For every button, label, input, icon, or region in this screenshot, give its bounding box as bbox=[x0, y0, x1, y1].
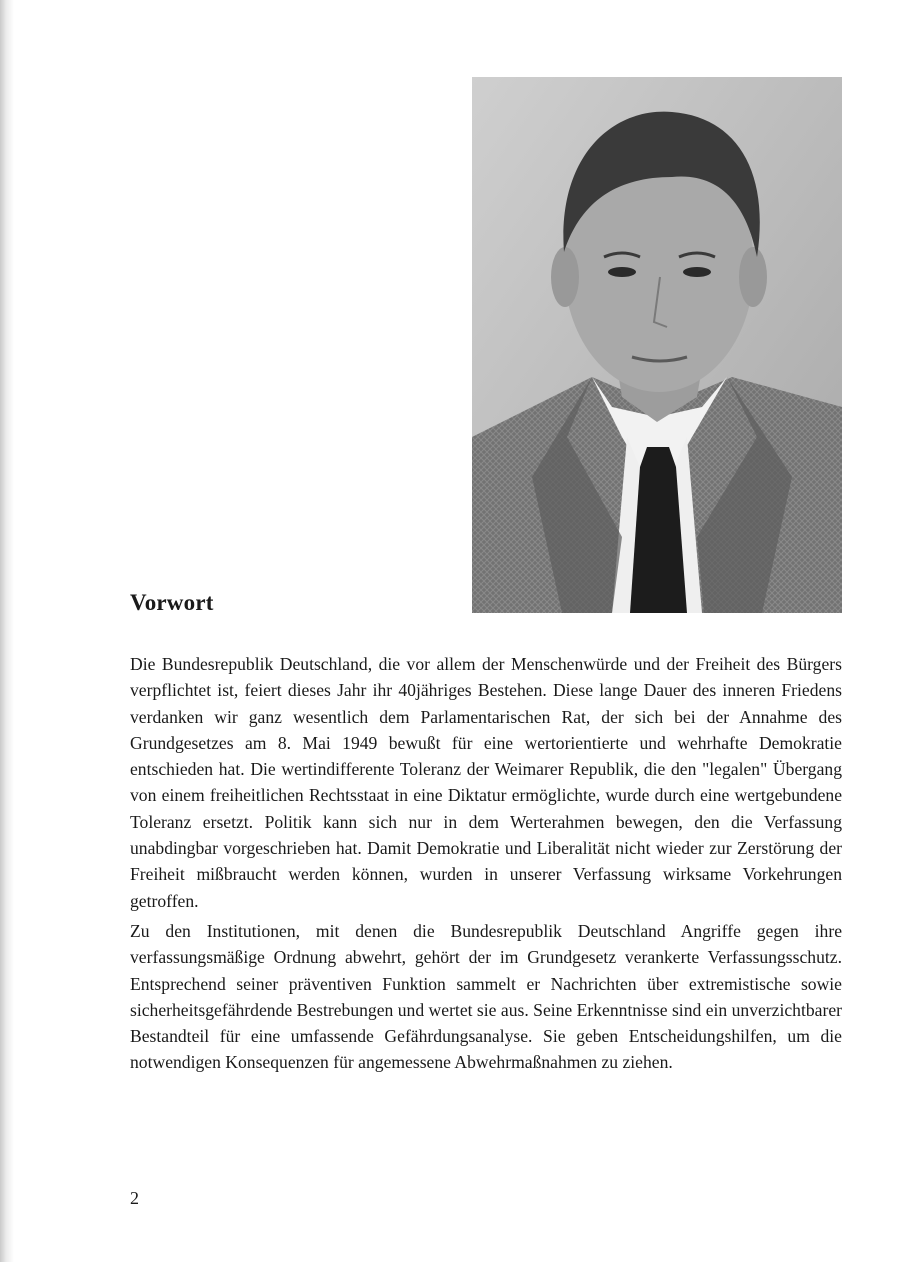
body-text bbox=[130, 651, 842, 1076]
page-number: 2 bbox=[130, 1188, 139, 1208]
page-binding-edge bbox=[0, 0, 14, 1262]
paragraph: Die Bundesrepublik Deutschland, die vor allem der Menschenwürde und der Freiheit des Bürgers verpflichtet ist, feiert dieses Jahr ihr 40jähriges Bestehen. Diese lange Dauer des inneren Friedens verdanken wir ganz wesentlich dem Parlamentarischen Rat, der sich bei der Annahme des Grundgesetzes am 8. Mai 1949 bewußt für eine wertorientierte und wehrhafte Demokratie entschieden hat. Die wertindifferente Toleranz der Weimarer Republik, die den "legalen" Übergang von einem freiheitlichen Rechtsstaat in eine Diktatur ermöglichte, wurde durch eine wertgebundene Toleranz ersetzt. Politik kann sich nur in dem Werterahmen bewegen, den die Verfassung unabdingbar vorgeschrieben hat. Damit Demokratie und Liberalität nicht wieder zur Zerstörung der Freiheit mißbraucht werden können, wurden in unserer Verfassung wirksame Vorkehrungen getroffen. bbox=[130, 654, 842, 911]
portrait-illustration bbox=[472, 77, 842, 613]
portrait-photo bbox=[472, 77, 842, 613]
paragraph: Zu den Institutionen, mit denen die Bundesrepublik Deutschland Angriffe gegen ihre verfassungsmäßige Ordnung abwehrt, gehört der im Grundgesetz verankerte Verfassungsschutz. Entsprechend seiner präventiven Funktion sammelt er Nachrichten über extremistische sowie sicherheitsgefährdende Bestrebungen und wertet sie aus. Seine Erkenntnisse sind ein unverzichtbarer Bestandteil für eine umfassende Gefährdungsanalyse. Sie geben Entscheidungshilfen, um die notwendigen Konsequenzen für angemessene Abwehrmaßnahmen zu ziehen. bbox=[130, 920, 842, 1073]
page-heading: Vorwort bbox=[130, 590, 214, 615]
